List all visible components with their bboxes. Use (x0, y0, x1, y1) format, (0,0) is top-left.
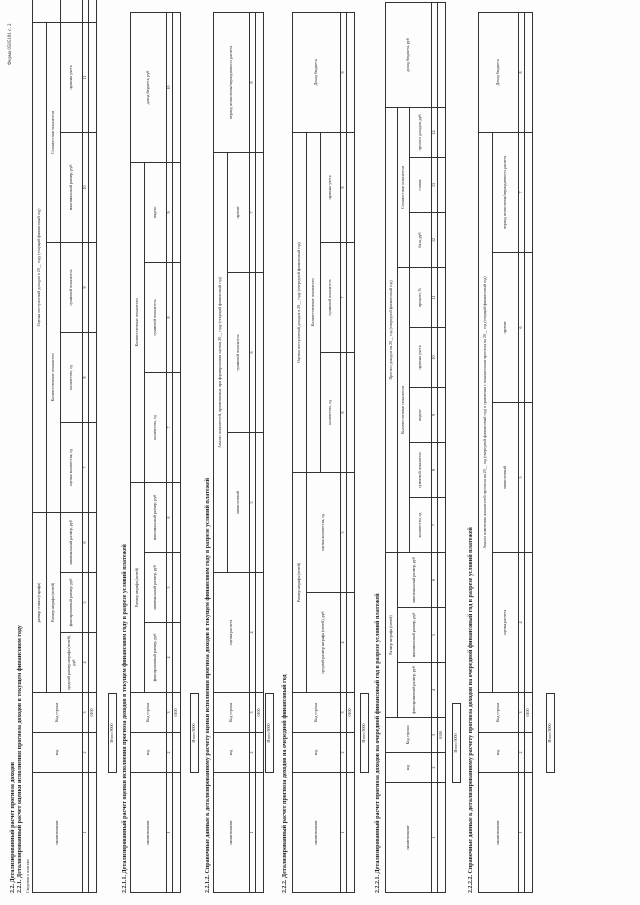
t5-kodstroki: Код строки (405, 725, 411, 745)
t4-naim: наименование (313, 820, 319, 845)
t1-razmer-shtrafa: Размер штрафа (пеней) (50, 582, 56, 623)
t2-dohod-rub: доход бюджета, руб (145, 70, 151, 105)
t2-max: максимальный размер, руб (152, 494, 158, 541)
t3-nachislennyi: начисленный (235, 491, 241, 514)
title-main: 2.2. Детализированный расчет прогноза доходов (10, 762, 16, 893)
t3-ocenka: оценка расчета (228, 619, 234, 646)
t2-naim: наименование (145, 820, 151, 845)
t2-indeks: индекс (152, 206, 158, 219)
t6-period-rascheta: период исчисления/периодичность расчета (502, 155, 508, 230)
t6-ocenka: оценка расчета (502, 609, 508, 636)
t1-sred-razmer: средний размер штрафа (пеней), руб (66, 634, 76, 691)
t5-max: максимальный размер, руб (411, 557, 417, 603)
t2-razmer-shtrafa: Размер штрафа (пеней) (134, 567, 140, 608)
t6-naim: наименование (495, 820, 501, 845)
t6-itogo: Итого 9000 (546, 693, 555, 773)
t6-dohod: Доход бюджета (495, 59, 501, 86)
t5-dohod-rub: доход бюджета, руб (405, 38, 411, 72)
t5-baza: база, руб (417, 232, 423, 248)
t6-kod: код (495, 749, 501, 756)
t4-sum: суммовой показатель (327, 279, 333, 316)
table-2-2-1-2: наименование код Код строки оценка расчета Анализ показателей, применяемых при формировании оценки 20__ году (текущий финансовый год) период исчисления/периодичность расчета начисленный суммовой показатель прочие 1 2 3 4 5 6 7 8 0100 (213, 12, 264, 893)
t1-stoim-pokaz: Стоимостные показатели (50, 111, 56, 154)
table-2-2-2: наименование код Код строки Размер штрафа (пеней) Оценка поступлений доходов в 20__ году (очередной финансовый год) Доход бюджета средний размер штрафа (пеней), руб оценка количества, ед Количественные показатели количество, ед суммовой показатель признак учета 1 2 3 4 5 6 7 8 9 0100 (292, 12, 355, 893)
t5-naim: наименование (405, 825, 411, 850)
t5-razmer-shtrafa: Размер штрафа (пеней) (388, 615, 394, 655)
t6-prochie: прочие (502, 321, 508, 334)
t5-kol-pokaz: Количественные показатели (400, 385, 406, 435)
table-2-2-2-2: наименование код Код строки Анализ изменения показателей прогноза на 20__ год (очередной финансовый год) в сравнении с показателями прогноза на 20__ год (текущий финансовый год) Доход бюджета оценка расчета начисленный прочие период исчисления/периодичность расчета 1 2 3 4 5 6 7 8 0100 (478, 12, 533, 893)
t2-itogo: Итого 9000 (190, 693, 199, 773)
t1-itogo: Итого 9000 (108, 693, 117, 773)
t1-kolvo: количество, ед (68, 365, 74, 390)
t3-kod: код (228, 749, 234, 756)
t1-min: минимальный размер, руб (68, 520, 74, 565)
t4-itogo: Итого 9000 (360, 693, 369, 773)
table1-svedeniya: Сведения о платеже (25, 858, 30, 893)
t4-sred-razmer: средний размер штрафа (пеней), руб (320, 611, 326, 674)
t4-otsenka-kol: оценка количества, ед (320, 513, 326, 552)
t3-kodstroki: Код строки (228, 702, 234, 723)
t6-nachislennyi: начисленный (502, 466, 508, 489)
t5-kolvo: количество, ед (417, 512, 423, 538)
t2-sum: суммовой показатель (152, 299, 158, 336)
t4-priznak: признак учета (327, 175, 333, 200)
t3-period-rascheta: период исчисления/периодичность расчета (228, 45, 234, 120)
section-2-2-1-2: 2.2.1.2. Справочные данные к детализированному расчету оценки исполнения прогноза доходов в текущем финансовом году в разрезе условий платежей (205, 477, 211, 893)
t2-kodstroki: Код строки (145, 702, 151, 723)
table-2-2-1-1-detail: наименование код Код строки Размер штрафа (пеней) Количественные показатели доход бюджета, руб фиксированный размер, руб минимальный размер, руб максимальный размер, руб количество, ед суммовой показатель индекс 1 2 3 4 5 6 7 8 9 10 0100 (130, 12, 181, 893)
t6-period-header: Анализ изменения показателей прогноза на 20__ год (очередной финансовый год) в сравнении с показателями прогноза на 20__ год (текущий финансовый год) (482, 276, 488, 549)
t2-fiks: фиксированный размер, руб (152, 633, 158, 682)
t4-kod: код (313, 749, 319, 756)
t4-razmer-shtrafa: Размер штрафа (пеней) (296, 562, 302, 603)
t5-prognoz: прогноз доходов, руб (417, 114, 423, 151)
t1-otsenka-kol: оценка количества, ед (68, 448, 74, 487)
section-2-2-2-1: 2.2.2.1. Детализированный расчет прогноза доходов на очередной финансовый год в разрезе условий платежей (375, 593, 381, 893)
t4-dohod: Доход бюджета (313, 59, 319, 86)
t2-kolvo: количество, ед (152, 415, 158, 440)
t3-period-header: Анализ показателей, применяемых при формировании оценки 20__ году (текущий финансовый год) (217, 277, 223, 448)
t5-itogo: Итого 9000 (452, 703, 461, 783)
t5-stoim-pokaz: Стоимостные показатели (400, 165, 406, 209)
t4-period-header: Оценка поступлений доходов в 20__ году (очередной финансовый год) (296, 242, 302, 363)
t3-prochie: прочие (235, 206, 241, 219)
t6-kodstroki: Код строки (495, 702, 501, 723)
t4-kodstroki: Код строки (313, 702, 319, 723)
table-2-2-2-1: наименование код Код строки Размер штрафа (пеней) Прогноз доходов на 20__ год (очередной финансовый год) доход бюджета, руб фиксированный размер, руб минимальный размер, руб максимальный размер, руб Количественные показатели Стоимостные показатели количество, ед суммовой показатель индекс признак учета процент, % база, руб ставка прогноз доходов, руб 1 2 3 4 5 6 7 8 9 10 11 12 13 14 0100 (385, 2, 446, 893)
t2-min: минимальный размер, руб (152, 565, 158, 610)
t5-period-header: Прогноз доходов на 20__ год (очередной финансовый год) (388, 280, 394, 380)
form-code: Форма 0505181 с. 2 (8, 23, 13, 65)
section-2-2-2-2: 2.2.2.2. Справочные данные к детализированному расчету прогноза доходов на очередной финансовый год в разрезе условий платежей (468, 527, 474, 893)
t1-max: максимальный размер, руб (68, 164, 74, 211)
t1-fiks: фиксированный размер, руб (68, 578, 74, 627)
t5-stavka: ставка (417, 179, 423, 191)
t1-priznak: признак учета (68, 65, 74, 90)
t2-kol-pokaz: Количественные показатели (134, 298, 140, 347)
section-2-2-2: 2.2.2. Детализированный расчет прогноза доходов на очередной финансовый год (282, 674, 288, 893)
t1-naim: наименование (54, 820, 60, 845)
t1-sum: суммовой показатель (68, 269, 74, 306)
t1-kodstroki: Код строки (54, 702, 60, 723)
t1-period-header: Оценка поступлений доходов в 20__ году (текущий финансовый год) (36, 208, 42, 327)
table-2-2-1-1: наименование код Код строки размер ставки (тарифа) Оценка поступлений доходов в 20__ году (текущий финансовый год) Размер штрафа (пеней) Количественные показатели Стоимостные показатели средний размер штрафа (пеней), руб фиксированный размер, руб минимальный размер, руб оценка количества, ед количество, ед суммовой показатель максимальный размер, руб признак учета 1 2 3 4 5 6 7 8 9 10 11 0100 (32, 0, 97, 893)
t5-priznak: признак учета (417, 345, 423, 370)
t5-indeks: индекс (417, 409, 423, 421)
t5-kod: код (405, 764, 411, 771)
t5-fiks: фиксированный размер, руб (411, 666, 417, 714)
t5-min: минимальный размер, руб (411, 612, 417, 658)
t5-procent: процент, % (417, 288, 423, 307)
t3-naim: наименование (228, 820, 234, 845)
t1-kod: код (54, 749, 60, 756)
t1-razmer-stavki: размер ставки (тарифа) (36, 582, 42, 623)
t4-kolvo: количество, ед (327, 400, 333, 425)
t3-itogo: Итого 9000 (265, 693, 274, 773)
t1-kol-pokaz: Количественные показатели (50, 353, 56, 402)
t3-sum: суммовой показатель (235, 334, 241, 371)
t4-kol-pokaz: Количественные показатели (310, 278, 316, 327)
t2-kod: код (145, 749, 151, 756)
t5-sum: суммовой показатель (417, 451, 423, 489)
title-main-sub: 2.2.1. Детализированный расчет оценки исполнения прогноза доходов в текущем финансовом году (17, 625, 23, 893)
section-2-2-1-1: 2.2.1.1. Детализированный расчет оценки исполнения прогноза доходов в текущем финансовом году в разрезе условий платежей (122, 544, 128, 893)
